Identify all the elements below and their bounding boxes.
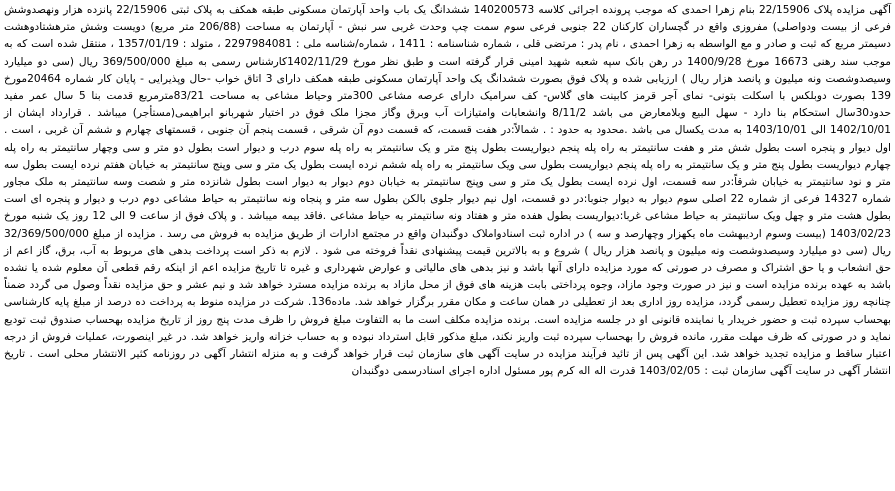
auction-notice-text: آگهی مزایده پلاک 22/15906 بنام زهرا احمدی که موجب پرونده اجرائی کلاسه 140200573 ششدانگ یک باب واحد آپارتمان مسکونی طبقه همکف به پلاک ثبتی 22/15906 پانزده هزار ونهصدوشش فرعی از بیست ودواصلی) مفروزی واقع در گچساران کارکنان 22 جنوبی فرعی سوم سمت چپ وحدت غربی سر نبش - آپارتمان به مساحت (206/88 متر مربع) دویست وشش مترهشتادوهشت دسیمتر مربع که ثبت و صادر و مع الواسطه به زهرا احمدی ، نام پدر : مرتضی قلی ، شماره شناسنامه : 1411 ، شماره/شناسه ملی : 2297984081 ، متولد : 1357/01/19 ، منتقل شده است که به موجب سند رهنی 16673 مورخ 1400/9/28 در رهن بانک سپه شعبه شهید امینی قرار گرفته است و طبق نظر مورخ 1402/11/29کارشناس رسمی به مبلغ 369/500/000 ریال (سی دو میلیارد وسیصدوشصت ونه میلیون و پانصد هزار ریال ) ارزیابی شده و پلاک فوق بصورت ششدانگ یک واحد آپارتمان مسکونی طبقه همکف دارای 3 اتاق خواب -حال وپذیرایی - پایان کار شماره 20464مورخ 139 بصورت دوبلکس با اسکلت بتونی- نمای آجر قرمز کابینت های گلاس- کف سرامیک دارای عرصه مشاعی 300متر وحیاط مشاعی به مساحت 83/21مترمربع قدمت بنا 5 سال عمر مفید حدود30سال استحکام بنا دارد - سهل البیع وبلامعارض می باشد 8/11/2 وانشعابات وامتیازات آب وبرق وگاز مجزا ملک فوق در اختیار شهربانو ابراهیمی(مستأجر) میباشد . قرارداد ایشان از 1402/10/01 الی 1403/10/01 به مدت یکسال می باشد .محدود به حدود : . شمالاً:در هفت قسمت، که قسمت دوم آن شرقی ، قسمت پنجم آن جنوبی ، قسمتهای چهارم و ششم آن غربی ، است . اول دیوار و پنجره است بطول شش متر و هفت سانتیمتر به راه پله پنجم دیواریست بطول پنج متر و یک سانتیمتر به راه پله سوم درب و دیوار است بطول دو متر و سی وچهار سانتیمتر به راه پله چهارم دیواریست بطول پنج متر و یک سانتیمتر به راه پله پنجم دیواریست بطول سی ویک سانتیمتر به راه پله ششم نرده ایست بطول یک متر و سی وپنج سانتیمتر به خیابان هفتم نرده ایست بطول سه متر و نود سانتیمتر به خیابان شرقاً:در سه قسمت، اول نرده ایست بطول یک متر و سی وپنج سانتیمتر به خیابان دوم دیوار به دیوار است بطول شانزده متر و شصت وسه سانتیمتر به ملک مجاور شماره 14327 فرعی از شماره 22 اصلی سوم دیوار به دیوار جنوبا:در دو قسمت، اول نیم دیوار جلوی بالکن بطول سه متر و پنجاه ونه سانتیمتر به حیاط مشاعی دوم درب و دیوار و پنجره ای است بطول هشت متر و چهل ویک سانتیمتر به حیاط مشاعی غربا:دیواریست بطول هفده متر و هفتاد ونه سانتیمتر به حیاط مشاعی .فاقد بیمه میباشد . و پلاک فوق از ساعت 9 الی 12 روز یک شنبه مورخ 1403/02/23 (بیست وسوم اردیبهشت ماه یکهزار وچهارصد و سه ) در اداره ثبت اسنادواملاک دوگنبدان واقع در مجتمع ادارات از طریق مزایده به فروش می رسد . مزایده از مبلغ 32/369/500/000 ریال (سی دو میلیارد وسیصدوشصت ونه میلیون و پانصد هزار ریال ) شروع و به بالاترین قیمت پیشنهادی نقداً فروخته می شود . لازم به ذکر است پرداخت بدهی های مربوط به آب، برق، گاز اعم از حق انشعاب و یا حق اشتراک و مصرف در صورتی که مورد مزایده دارای آنها باشد و نیز بدهی های مالیاتی و عوارض شهرداری و غیره تا تاریخ مزایده اعم از اینکه رقم قطعی آن معلوم شده یا نشده باشد به عهده برنده مزایده است و نیز در صورت وجود مازاد، وجوه پرداختی بابت هزینه های فوق از محل مازاد به برنده مزایده مسترد خواهد شد و نیم عشر و حق مزایده نقداً وصول می گردد ضمناً چنانچه روز مزایده تعطیل رسمی گردد، مزایده روز اداری بعد از تعطیلی در همان ساعت و مکان مقرر برگزار خواهد شد. ماده136. شرکت در مزایده منوط به پرداخت ده درصد از مبلغ پایه کارشناسی بهحساب سپرده ثبت و حضور خریدار یا نماینده قانونی او در جلسه مزایده است. برنده مزایده مکلف است ما به التفاوت مبلغ فروش را ظرف مدت پنج روز از تاریخ مزایده بهحساب صندوق ثبت تودیع نماید و در صورتی که ظرف مهلت مقرر، مانده فروش را بهحساب سپرده ثبت واریز نکند، مبلغ مذکور قابل استرداد نبوده و به حساب خزانه واریز خواهد شد. در غیر اینصورت، عملیات فروش از درجه اعتبار ساقط و مزایده تجدید خواهد شد. این آگهی پس از تائید فرآیند مزایده در سایت آگهی های سازمان ثبت قرار خواهد گرفت و به منزله انتشار آگهی در روزنامه کثیر الانتشار محلی است . تاریخ انتشار آگهی در سایت آگهی سازمان ثبت : 1403/02/05 قدرت اله اله کرم پور مسئول اداره اجرای اسنادرسمی دوگنبدان (4, 4, 892, 378)
